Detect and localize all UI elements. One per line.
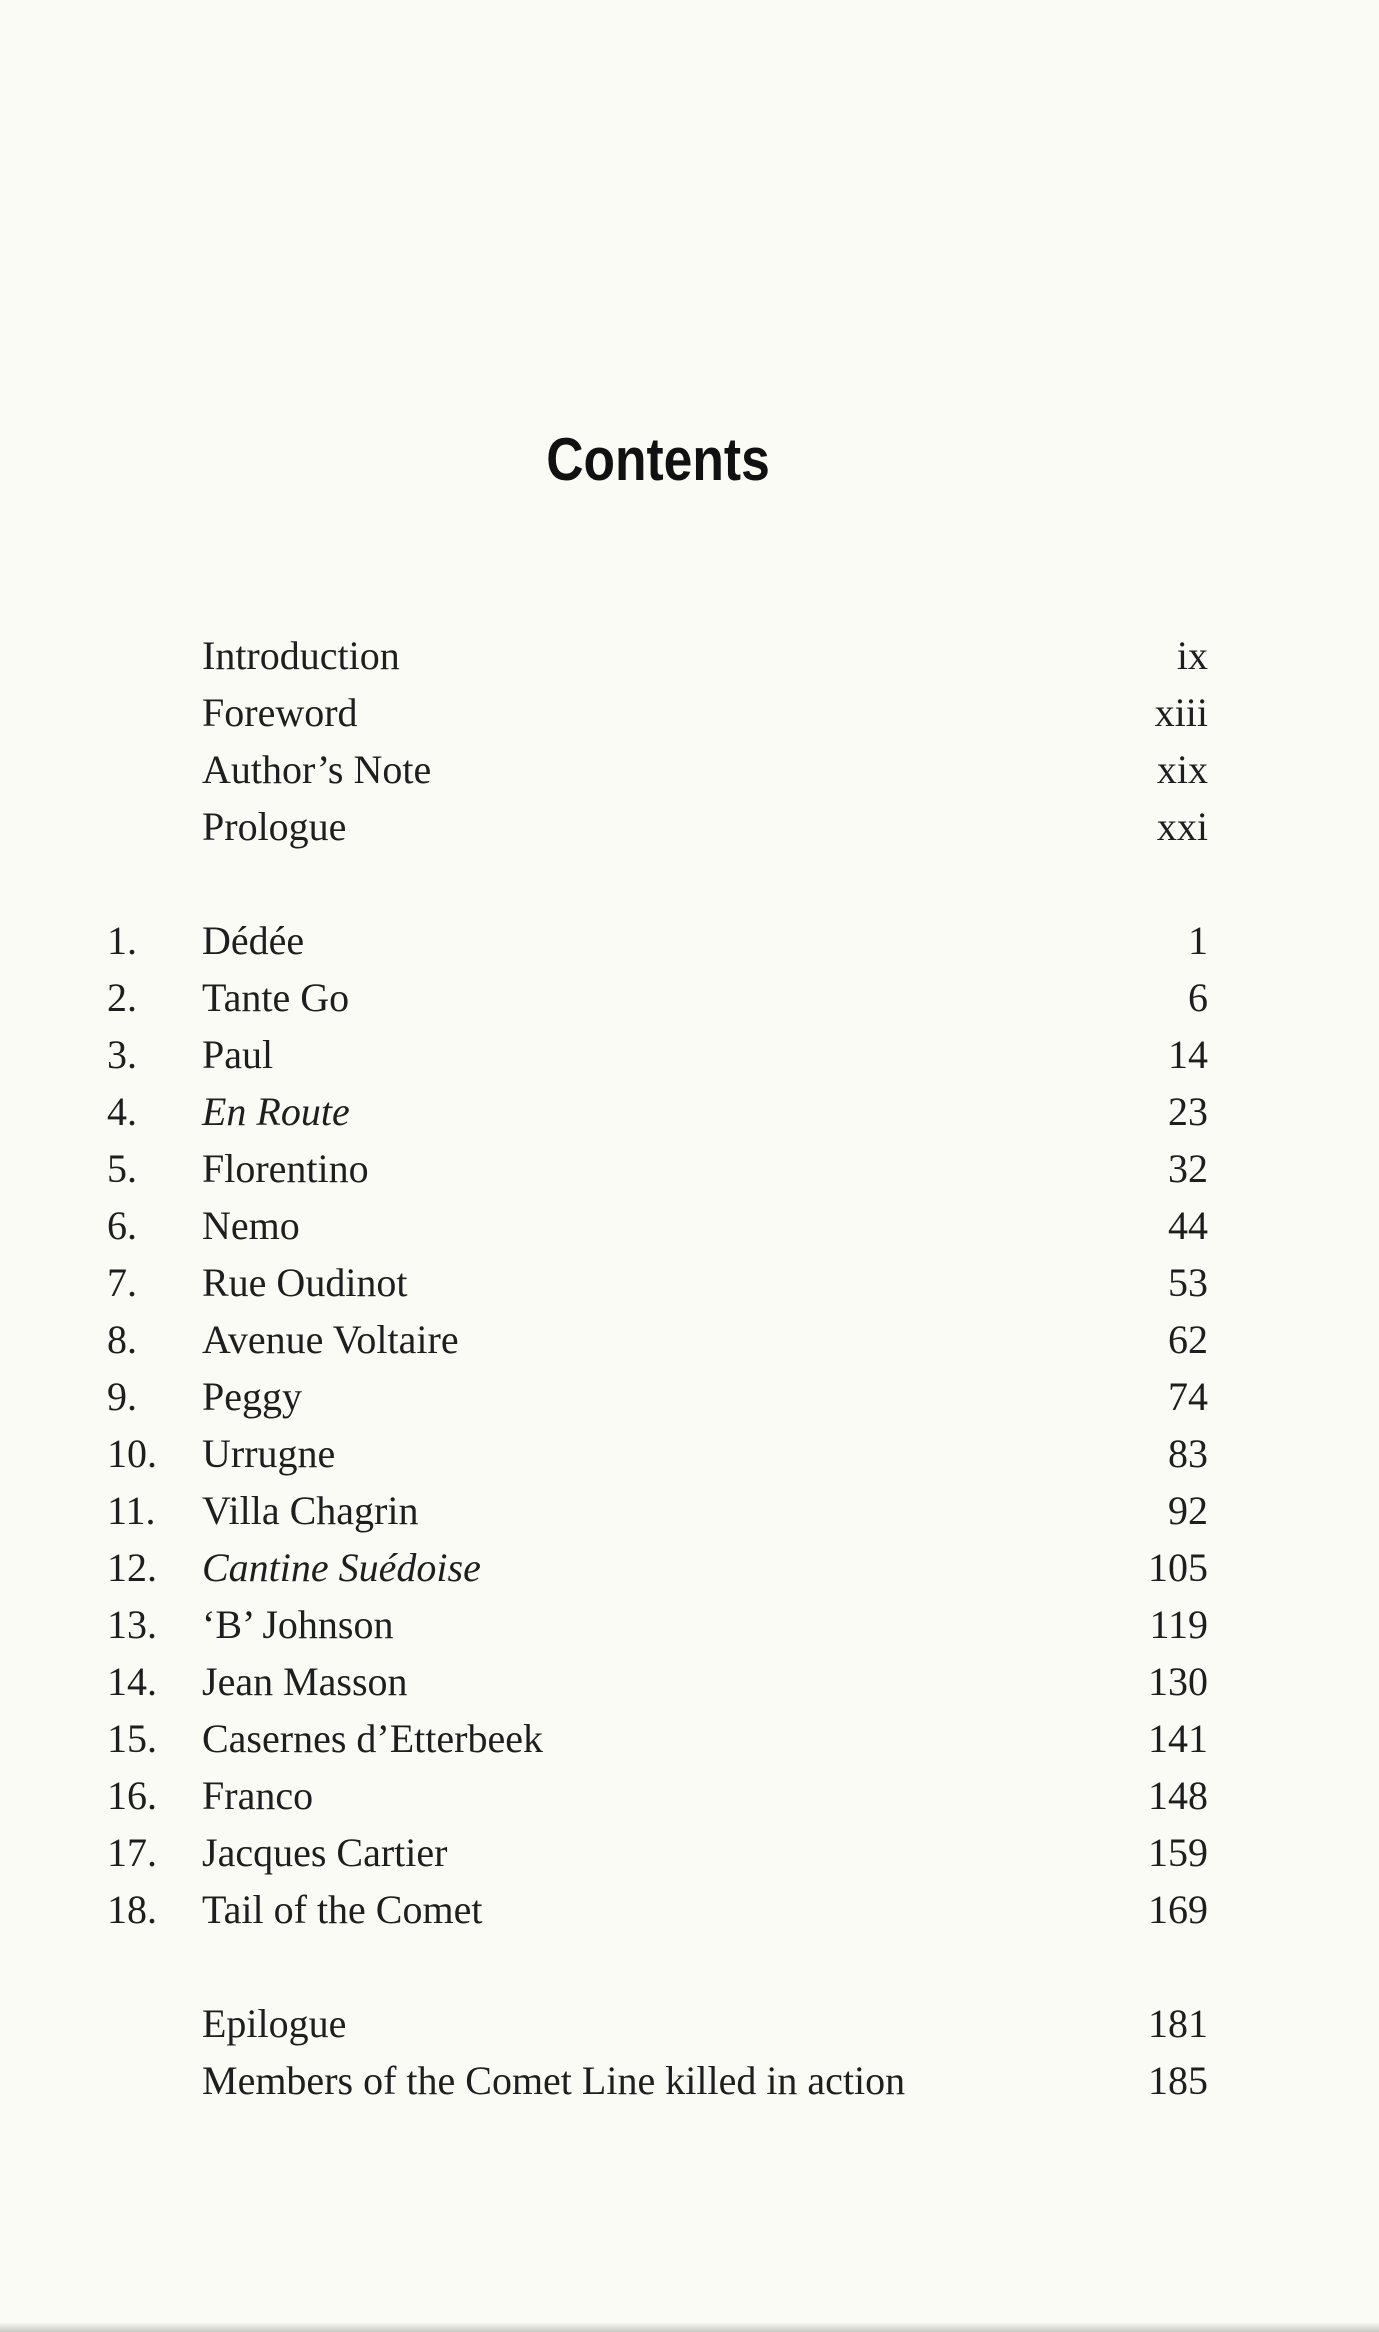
toc-entry-title: Introduction xyxy=(202,633,400,678)
toc-chapter-title: Villa Chagrin xyxy=(202,1488,419,1533)
toc-chapter-title: Nemo xyxy=(202,1203,300,1248)
toc-chapter-number: 18. xyxy=(107,1887,157,1932)
toc-chapter-page: 14 xyxy=(1168,1032,1208,1077)
toc-chapter-title: Peggy xyxy=(202,1374,302,1419)
toc-chapter-page: 130 xyxy=(1148,1659,1208,1704)
toc-chapter-title: Tail of the Comet xyxy=(202,1887,483,1932)
toc-chapter-page: 119 xyxy=(1149,1602,1208,1647)
toc-chapter-page: 23 xyxy=(1168,1089,1208,1134)
toc-chapter-row xyxy=(0,1824,1379,1881)
toc-chapter-number: 13. xyxy=(107,1602,157,1647)
toc-entry-members-killed xyxy=(0,2052,1379,2109)
page-edge xyxy=(0,2322,1379,2332)
toc-chapter-title: Paul xyxy=(202,1032,274,1077)
toc-entry-introduction xyxy=(0,627,1379,684)
toc-chapter-number: 5. xyxy=(107,1146,137,1191)
toc-chapter-number: 9. xyxy=(107,1374,137,1419)
toc-chapter-number: 12. xyxy=(107,1545,157,1590)
toc-chapter-page: 148 xyxy=(1148,1773,1208,1818)
toc-chapter-title: Urrugne xyxy=(202,1431,336,1476)
toc-chapter-page: 92 xyxy=(1168,1488,1208,1533)
toc-chapter-page: 105 xyxy=(1148,1545,1208,1590)
toc-chapter-title: Rue Oudinot xyxy=(202,1260,408,1305)
toc-chapter-page: 6 xyxy=(1188,975,1208,1020)
toc-chapter-number: 8. xyxy=(107,1317,137,1362)
toc-chapter-row xyxy=(0,1710,1379,1767)
page-title: Contents xyxy=(546,426,770,493)
toc-chapter-row xyxy=(0,1026,1379,1083)
toc-chapter-row xyxy=(0,1425,1379,1482)
toc-chapter-row xyxy=(0,1311,1379,1368)
toc-entry-title: Members of the Comet Line killed in action xyxy=(202,2058,906,2103)
toc-chapter-row xyxy=(0,1254,1379,1311)
toc-chapter-number: 6. xyxy=(107,1203,137,1248)
toc-entry-title: Foreword xyxy=(202,690,358,735)
toc-chapter-page: 74 xyxy=(1168,1374,1208,1419)
toc-chapter-page: 141 xyxy=(1148,1716,1208,1761)
toc-chapter-number: 15. xyxy=(107,1716,157,1761)
toc-chapter-page: 62 xyxy=(1168,1317,1208,1362)
toc-entry-foreword xyxy=(0,684,1379,741)
toc-entry-authors-note xyxy=(0,741,1379,798)
toc-chapter-title: Jean Masson xyxy=(202,1659,408,1704)
toc-chapter-title: Dédée xyxy=(202,918,305,963)
toc-entry-page: 181 xyxy=(1148,2001,1208,2046)
toc-chapter-page: 44 xyxy=(1168,1203,1208,1248)
toc-chapter-number: 2. xyxy=(107,975,137,1020)
toc-chapter-number: 4. xyxy=(107,1089,137,1134)
toc-chapter-title: Casernes d’Etterbeek xyxy=(202,1716,543,1761)
toc-chapter-row xyxy=(0,1539,1379,1596)
toc-chapter-row xyxy=(0,1482,1379,1539)
toc-chapter-row xyxy=(0,1881,1379,1938)
toc-entry-page: xiii xyxy=(1154,690,1208,735)
toc-chapter-number: 14. xyxy=(107,1659,157,1704)
toc-chapter-page: 169 xyxy=(1148,1887,1208,1932)
toc-entry-title: Author’s Note xyxy=(202,747,432,792)
toc-chapter-row xyxy=(0,1767,1379,1824)
toc-chapter-row xyxy=(0,1197,1379,1254)
toc-chapter-title: Florentino xyxy=(202,1146,369,1191)
toc-entry-page: ix xyxy=(1176,633,1208,678)
toc-chapter-page: 53 xyxy=(1168,1260,1208,1305)
toc-entry-page: xxi xyxy=(1156,804,1208,849)
toc-chapter-row xyxy=(0,1368,1379,1425)
toc-chapter-title: Avenue Voltaire xyxy=(202,1317,459,1362)
toc-chapter-row xyxy=(0,1596,1379,1653)
toc-entry-prologue xyxy=(0,798,1379,855)
toc-entry-page: xix xyxy=(1156,747,1208,792)
toc-chapter-number: 17. xyxy=(107,1830,157,1875)
toc-chapter-title: Cantine Suédoise xyxy=(202,1545,481,1590)
toc-chapter-page: 83 xyxy=(1168,1431,1208,1476)
toc-entry-page: 185 xyxy=(1148,2058,1208,2103)
toc-chapter-row xyxy=(0,1653,1379,1710)
toc-chapter-title: Franco xyxy=(202,1773,314,1818)
toc-chapter-page: 1 xyxy=(1188,918,1208,963)
toc-chapter-number: 7. xyxy=(107,1260,137,1305)
toc-chapter-number: 11. xyxy=(107,1488,156,1533)
toc-chapter-row xyxy=(0,1140,1379,1197)
toc-chapter-title: Jacques Cartier xyxy=(202,1830,448,1875)
toc-chapter-row xyxy=(0,969,1379,1026)
toc-chapter-number: 16. xyxy=(107,1773,157,1818)
toc-entry-epilogue xyxy=(0,1995,1379,2052)
toc-chapter-page: 159 xyxy=(1148,1830,1208,1875)
toc-chapter-row xyxy=(0,912,1379,969)
toc-entry-title: Prologue xyxy=(202,804,347,849)
toc-chapter-number: 1. xyxy=(107,918,137,963)
toc-chapter-row xyxy=(0,1083,1379,1140)
toc-chapter-page: 32 xyxy=(1168,1146,1208,1191)
toc-chapter-title: ‘B’ Johnson xyxy=(202,1602,394,1647)
toc-chapter-title: En Route xyxy=(202,1089,350,1134)
toc-chapter-number: 3. xyxy=(107,1032,137,1077)
toc-entry-title: Epilogue xyxy=(202,2001,347,2046)
toc-chapter-number: 10. xyxy=(107,1431,157,1476)
toc-chapter-title: Tante Go xyxy=(202,975,350,1020)
